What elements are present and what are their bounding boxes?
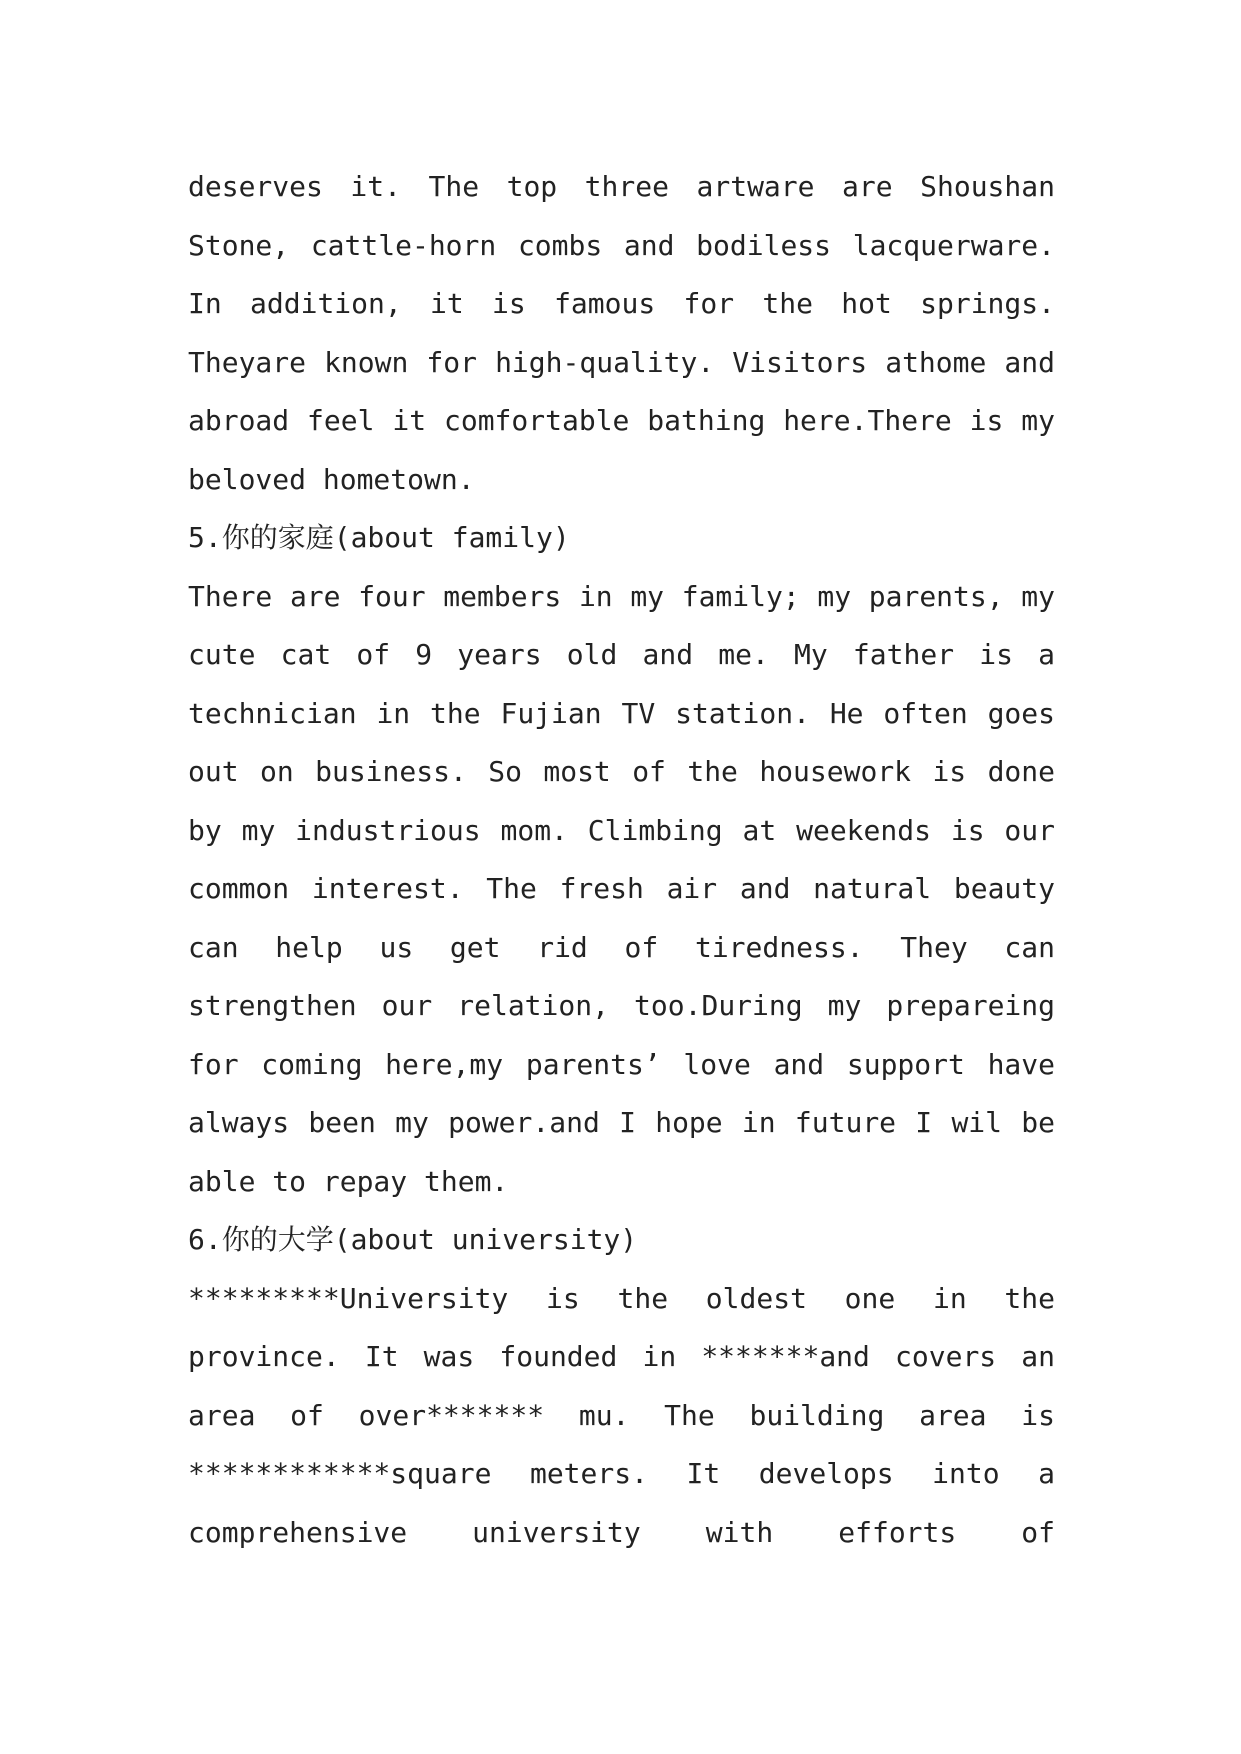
text-line: In addition, it is famous for the hot springs. (188, 287, 1055, 320)
text-line: by my industrious mom. Climbing at weekends is our (188, 813, 1055, 847)
text-line: strengthen our relation, too.During my prepareing (188, 989, 1055, 1022)
text-line: Theyare known for high-quality. Visitors athome and (188, 345, 1055, 379)
text-line: area of over******* mu. The building area is (188, 1398, 1055, 1432)
text-line: can help us get rid of tiredness. They can (188, 930, 1055, 964)
text-line: technician in the Fujian TV station. He often goes (188, 696, 1055, 730)
text-line: comprehensive university with efforts of (188, 1515, 1055, 1549)
text-line: *********University is the oldest one in the (188, 1281, 1055, 1315)
text-line: for coming here,my parents’ love and support have (188, 1047, 1055, 1081)
text-line: out on business. So most of the housework is done (188, 755, 1055, 788)
text-line: Stone, cattle-horn combs and bodiless lacquerware. (188, 228, 1055, 262)
section-heading-university: 6.你的大学(about university) (188, 1223, 638, 1256)
text-line: abroad feel it comfortable bathing here.There is my (188, 404, 1055, 437)
section-heading-family: 5.你的家庭(about family) (188, 521, 570, 554)
body-text (188, 158, 1055, 1562)
text-line: deserves it. The top three artware are Shoushan (188, 170, 1055, 203)
text-line: always been my power.and I hope in future I wil be (188, 1106, 1055, 1139)
text-line: able to repay them. (188, 1164, 509, 1198)
text-line: common interest. The fresh air and natural beauty (188, 872, 1055, 905)
text-line: ************square meters. It develops into a (188, 1457, 1055, 1490)
text-line: cute cat of 9 years old and me. My father is a (188, 638, 1055, 671)
text-line: beloved hometown. (188, 462, 475, 496)
text-line: There are four members in my family; my parents, my (188, 579, 1055, 613)
text-line: province. It was founded in *******and covers an (188, 1340, 1055, 1373)
